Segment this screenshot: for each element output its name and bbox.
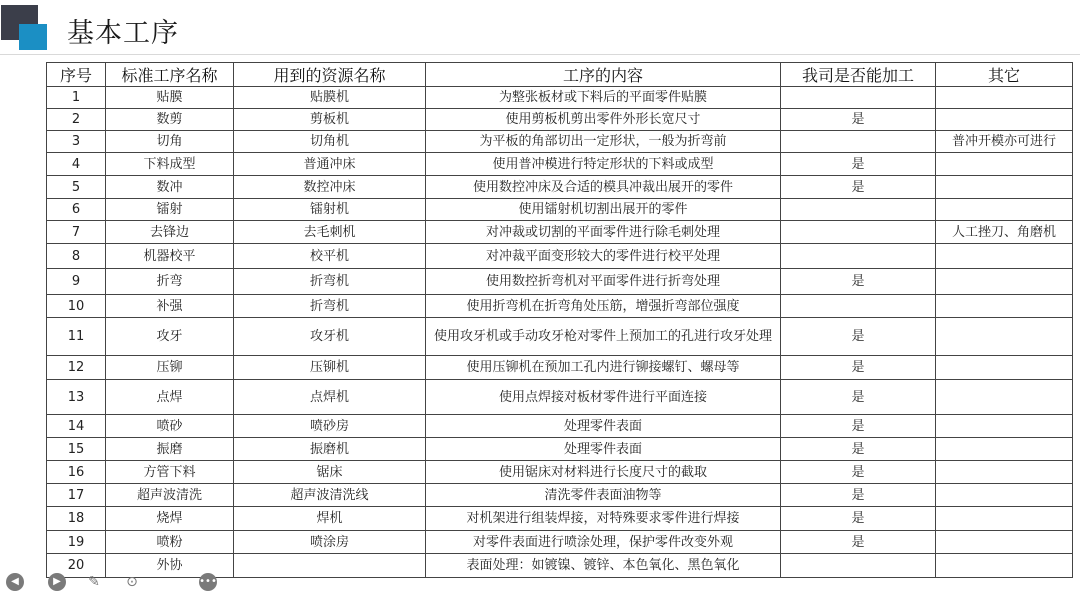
other-note <box>936 438 1073 461</box>
capability: 是 <box>781 461 936 484</box>
resource-name: 切角机 <box>234 131 426 153</box>
table-row <box>47 131 1073 153</box>
table-row <box>47 318 1073 356</box>
other-note: 普冲开模亦可进行 <box>936 131 1073 153</box>
capability: 是 <box>781 415 936 438</box>
resource-name: 贴膜机 <box>234 87 426 109</box>
process-content: 使用锯床对材料进行长度尺寸的截取 <box>426 461 781 484</box>
capability: 是 <box>781 269 936 295</box>
row-number: 18 <box>47 507 106 531</box>
table-row <box>47 199 1073 221</box>
process-name: 数剪 <box>106 109 234 131</box>
resource-name: 折弯机 <box>234 269 426 295</box>
row-number: 1 <box>47 87 106 109</box>
other-note <box>936 484 1073 507</box>
row-number: 9 <box>47 269 106 295</box>
process-name: 攻牙 <box>106 318 234 356</box>
process-content: 处理零件表面 <box>426 438 781 461</box>
header-process-name: 标准工序名称 <box>106 63 234 87</box>
process-content: 使用镭射机切割出展开的零件 <box>426 199 781 221</box>
slide-toolbar <box>6 571 236 595</box>
resource-name: 焊机 <box>234 507 426 531</box>
capability <box>781 244 936 269</box>
process-content: 为整张板材或下料后的平面零件贴膜 <box>426 87 781 109</box>
capability: 是 <box>781 438 936 461</box>
resource-name: 去毛刺机 <box>234 221 426 244</box>
page-title: 基本工序 <box>67 18 179 49</box>
other-note <box>936 176 1073 199</box>
row-number: 15 <box>47 438 106 461</box>
process-name: 去锋边 <box>106 221 234 244</box>
other-note <box>936 356 1073 380</box>
process-content: 使用数控折弯机对平面零件进行折弯处理 <box>426 269 781 295</box>
process-name: 压铆 <box>106 356 234 380</box>
resource-name: 点焊机 <box>234 380 426 415</box>
table-row <box>47 295 1073 318</box>
table-row <box>47 356 1073 380</box>
arrow-left-icon[interactable]: ◀ <box>6 573 24 591</box>
other-note: 人工挫刀、角磨机 <box>936 221 1073 244</box>
other-note <box>936 554 1073 578</box>
capability <box>781 131 936 153</box>
table-row <box>47 269 1073 295</box>
row-number: 2 <box>47 109 106 131</box>
process-content: 表面处理：如镀镍、镀锌、本色氧化、黑色氧化 <box>426 554 781 578</box>
row-number: 3 <box>47 131 106 153</box>
capability <box>781 554 936 578</box>
table-row <box>47 221 1073 244</box>
header-other: 其它 <box>936 63 1073 87</box>
other-note <box>936 295 1073 318</box>
resource-name: 折弯机 <box>234 295 426 318</box>
process-name: 下料成型 <box>106 153 234 176</box>
other-note <box>936 109 1073 131</box>
other-note <box>936 199 1073 221</box>
resource-name: 镭射机 <box>234 199 426 221</box>
table-row <box>47 153 1073 176</box>
header-resource: 用到的资源名称 <box>234 63 426 87</box>
resource-name: 普通冲床 <box>234 153 426 176</box>
table-row <box>47 507 1073 531</box>
other-note <box>936 87 1073 109</box>
process-content: 对冲裁或切割的平面零件进行除毛刺处理 <box>426 221 781 244</box>
process-name: 超声波清洗 <box>106 484 234 507</box>
process-content: 对零件表面进行喷涂处理，保护零件改变外观 <box>426 531 781 554</box>
table-row <box>47 438 1073 461</box>
other-note <box>936 269 1073 295</box>
process-name: 喷砂 <box>106 415 234 438</box>
row-number: 19 <box>47 531 106 554</box>
process-name: 折弯 <box>106 269 234 295</box>
resource-name <box>234 554 426 578</box>
table-body <box>47 87 1073 578</box>
table-row <box>47 415 1073 438</box>
capability: 是 <box>781 318 936 356</box>
table-header-row <box>47 63 1073 87</box>
capability: 是 <box>781 356 936 380</box>
process-content: 使用数控冲床及合适的模具冲裁出展开的零件 <box>426 176 781 199</box>
process-name: 振磨 <box>106 438 234 461</box>
process-name: 数冲 <box>106 176 234 199</box>
other-note <box>936 318 1073 356</box>
more-icon[interactable]: ••• <box>199 573 217 591</box>
capability: 是 <box>781 484 936 507</box>
capability: 是 <box>781 153 936 176</box>
capability <box>781 87 936 109</box>
process-name: 补强 <box>106 295 234 318</box>
process-content: 处理零件表面 <box>426 415 781 438</box>
other-note <box>936 415 1073 438</box>
resource-name: 振磨机 <box>234 438 426 461</box>
logo-blue-square <box>19 24 47 50</box>
process-content: 为平板的角部切出一定形状，一般为折弯前 <box>426 131 781 153</box>
title-divider <box>0 54 1080 55</box>
table-row <box>47 87 1073 109</box>
process-name: 贴膜 <box>106 87 234 109</box>
resource-name: 剪板机 <box>234 109 426 131</box>
process-content: 使用点焊接对板材零件进行平面连接 <box>426 380 781 415</box>
pen-icon[interactable]: ✎ <box>88 574 100 590</box>
capability: 是 <box>781 531 936 554</box>
process-name: 方管下料 <box>106 461 234 484</box>
row-number: 11 <box>47 318 106 356</box>
capability: 是 <box>781 176 936 199</box>
row-number: 14 <box>47 415 106 438</box>
other-note <box>936 531 1073 554</box>
row-number: 5 <box>47 176 106 199</box>
table-row <box>47 531 1073 554</box>
resource-name: 攻牙机 <box>234 318 426 356</box>
process-name: 镭射 <box>106 199 234 221</box>
process-content: 使用折弯机在折弯角处压筋，增强折弯部位强度 <box>426 295 781 318</box>
zoom-icon[interactable]: ⊙ <box>126 574 138 590</box>
resource-name: 校平机 <box>234 244 426 269</box>
resource-name: 超声波清洗线 <box>234 484 426 507</box>
row-number: 8 <box>47 244 106 269</box>
row-number: 20 <box>47 554 106 578</box>
other-note <box>936 244 1073 269</box>
process-name: 喷粉 <box>106 531 234 554</box>
other-note <box>936 461 1073 484</box>
resource-name: 压铆机 <box>234 356 426 380</box>
capability <box>781 199 936 221</box>
resource-name: 喷涂房 <box>234 531 426 554</box>
other-note <box>936 153 1073 176</box>
process-name: 切角 <box>106 131 234 153</box>
table-row <box>47 461 1073 484</box>
capability: 是 <box>781 380 936 415</box>
process-content: 使用普冲模进行特定形状的下料或成型 <box>426 153 781 176</box>
resource-name: 锯床 <box>234 461 426 484</box>
row-number: 13 <box>47 380 106 415</box>
table-row <box>47 176 1073 199</box>
process-name: 烧焊 <box>106 507 234 531</box>
resource-name: 数控冲床 <box>234 176 426 199</box>
other-note <box>936 380 1073 415</box>
row-number: 7 <box>47 221 106 244</box>
table-row <box>47 109 1073 131</box>
row-number: 6 <box>47 199 106 221</box>
process-content: 清洗零件表面油物等 <box>426 484 781 507</box>
arrow-right-icon[interactable]: ▶ <box>48 573 66 591</box>
other-note <box>936 507 1073 531</box>
row-number: 10 <box>47 295 106 318</box>
row-number: 16 <box>47 461 106 484</box>
process-table <box>46 62 1073 578</box>
process-content: 使用压铆机在预加工孔内进行铆接螺钉、螺母等 <box>426 356 781 380</box>
capability: 是 <box>781 109 936 131</box>
row-number: 4 <box>47 153 106 176</box>
process-name: 外协 <box>106 554 234 578</box>
resource-name: 喷砂房 <box>234 415 426 438</box>
header-no: 序号 <box>47 63 106 87</box>
capability <box>781 295 936 318</box>
table-row <box>47 484 1073 507</box>
process-name: 机器校平 <box>106 244 234 269</box>
header-capability: 我司是否能加工 <box>781 63 936 87</box>
capability <box>781 221 936 244</box>
process-content: 使用攻牙机或手动攻牙枪对零件上预加工的孔进行攻牙处理 <box>426 318 781 356</box>
capability: 是 <box>781 507 936 531</box>
process-content: 对机架进行组装焊接，对特殊要求零件进行焊接 <box>426 507 781 531</box>
row-number: 12 <box>47 356 106 380</box>
row-number: 17 <box>47 484 106 507</box>
table-row <box>47 380 1073 415</box>
process-name: 点焊 <box>106 380 234 415</box>
table-row <box>47 244 1073 269</box>
header-content: 工序的内容 <box>426 63 781 87</box>
process-content: 对冲裁平面变形较大的零件进行校平处理 <box>426 244 781 269</box>
process-content: 使用剪板机剪出零件外形长宽尺寸 <box>426 109 781 131</box>
